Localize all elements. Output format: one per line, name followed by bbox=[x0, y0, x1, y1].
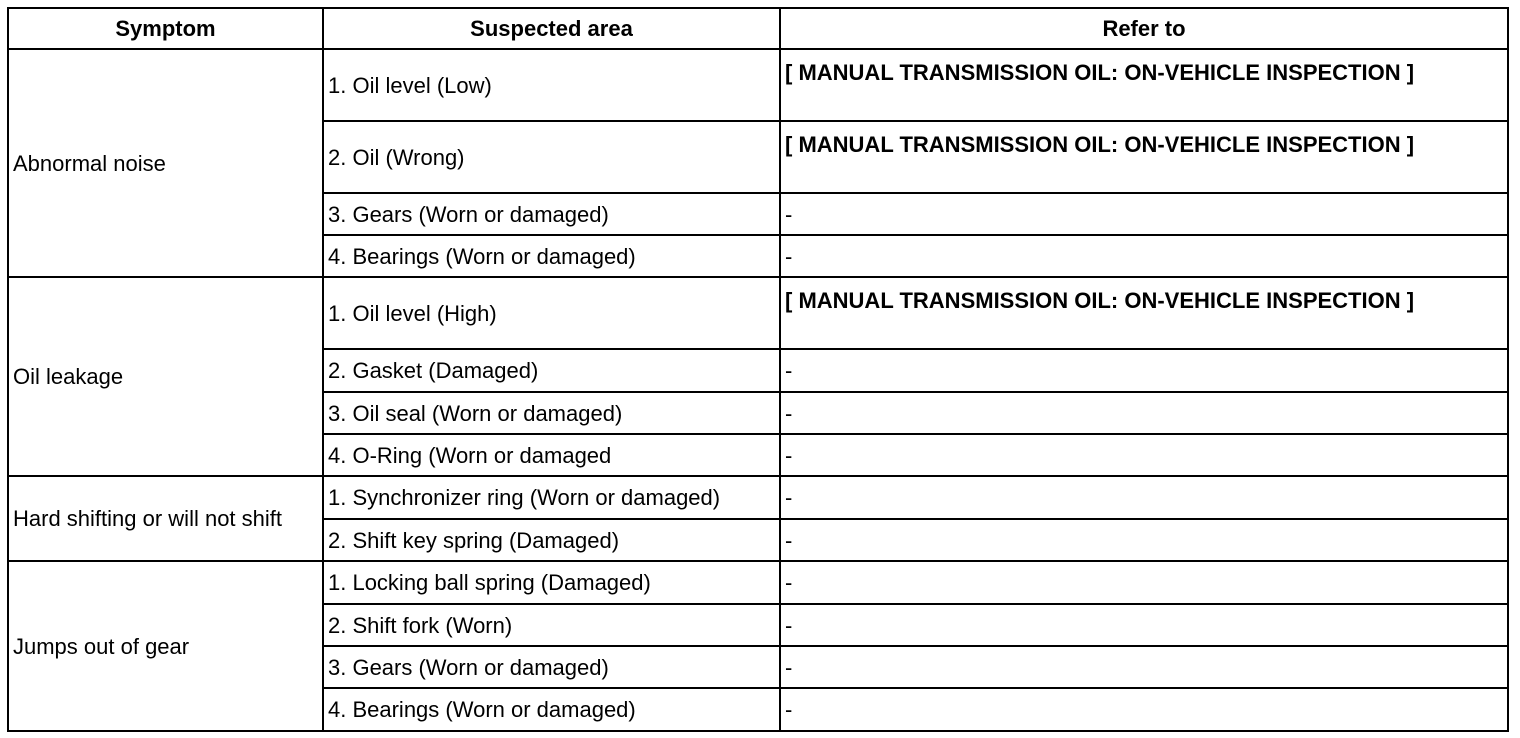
refer-to-cell: - bbox=[780, 392, 1508, 434]
refer-to-cell: [ MANUAL TRANSMISSION OIL: ON-VEHICLE INSPECTION ] bbox=[780, 277, 1508, 349]
suspected-area-cell: 3. Oil seal (Worn or damaged) bbox=[323, 392, 780, 434]
header-row bbox=[8, 8, 1508, 49]
table-row bbox=[8, 277, 1508, 349]
refer-to-cell: - bbox=[780, 193, 1508, 235]
refer-to-cell: - bbox=[780, 688, 1508, 731]
table-row bbox=[8, 49, 1508, 121]
suspected-area-cell: 2. Shift key spring (Damaged) bbox=[323, 519, 780, 561]
header-suspected-area: Suspected area bbox=[323, 8, 780, 49]
suspected-area-cell: 4. O-Ring (Worn or damaged bbox=[323, 434, 780, 476]
suspected-area-cell: 4. Bearings (Worn or damaged) bbox=[323, 688, 780, 731]
refer-to-cell: - bbox=[780, 561, 1508, 604]
refer-to-cell: [ MANUAL TRANSMISSION OIL: ON-VEHICLE INSPECTION ] bbox=[780, 49, 1508, 121]
troubleshooting-table bbox=[7, 7, 1509, 732]
suspected-area-cell: 2. Shift fork (Worn) bbox=[323, 604, 780, 646]
refer-to-cell: - bbox=[780, 434, 1508, 476]
refer-to-cell: - bbox=[780, 235, 1508, 277]
suspected-area-cell: 1. Locking ball spring (Damaged) bbox=[323, 561, 780, 604]
suspected-area-cell: 2. Gasket (Damaged) bbox=[323, 349, 780, 392]
header-symptom: Symptom bbox=[8, 8, 323, 49]
suspected-area-cell: 3. Gears (Worn or damaged) bbox=[323, 193, 780, 235]
suspected-area-cell: 1. Oil level (Low) bbox=[323, 49, 780, 121]
refer-to-cell: [ MANUAL TRANSMISSION OIL: ON-VEHICLE INSPECTION ] bbox=[780, 121, 1508, 193]
refer-to-cell: - bbox=[780, 349, 1508, 392]
symptom-cell: Abnormal noise bbox=[8, 49, 323, 277]
suspected-area-cell: 1. Synchronizer ring (Worn or damaged) bbox=[323, 476, 780, 519]
header-refer-to: Refer to bbox=[780, 8, 1508, 49]
suspected-area-cell: 3. Gears (Worn or damaged) bbox=[323, 646, 780, 688]
refer-to-cell: - bbox=[780, 646, 1508, 688]
refer-to-cell: - bbox=[780, 519, 1508, 561]
symptom-cell: Jumps out of gear bbox=[8, 561, 323, 731]
refer-to-cell: - bbox=[780, 604, 1508, 646]
refer-to-cell: - bbox=[780, 476, 1508, 519]
symptom-cell: Oil leakage bbox=[8, 277, 323, 476]
table-row bbox=[8, 561, 1508, 604]
suspected-area-cell: 1. Oil level (High) bbox=[323, 277, 780, 349]
suspected-area-cell: 4. Bearings (Worn or damaged) bbox=[323, 235, 780, 277]
symptom-cell: Hard shifting or will not shift bbox=[8, 476, 323, 561]
table-row bbox=[8, 476, 1508, 519]
suspected-area-cell: 2. Oil (Wrong) bbox=[323, 121, 780, 193]
